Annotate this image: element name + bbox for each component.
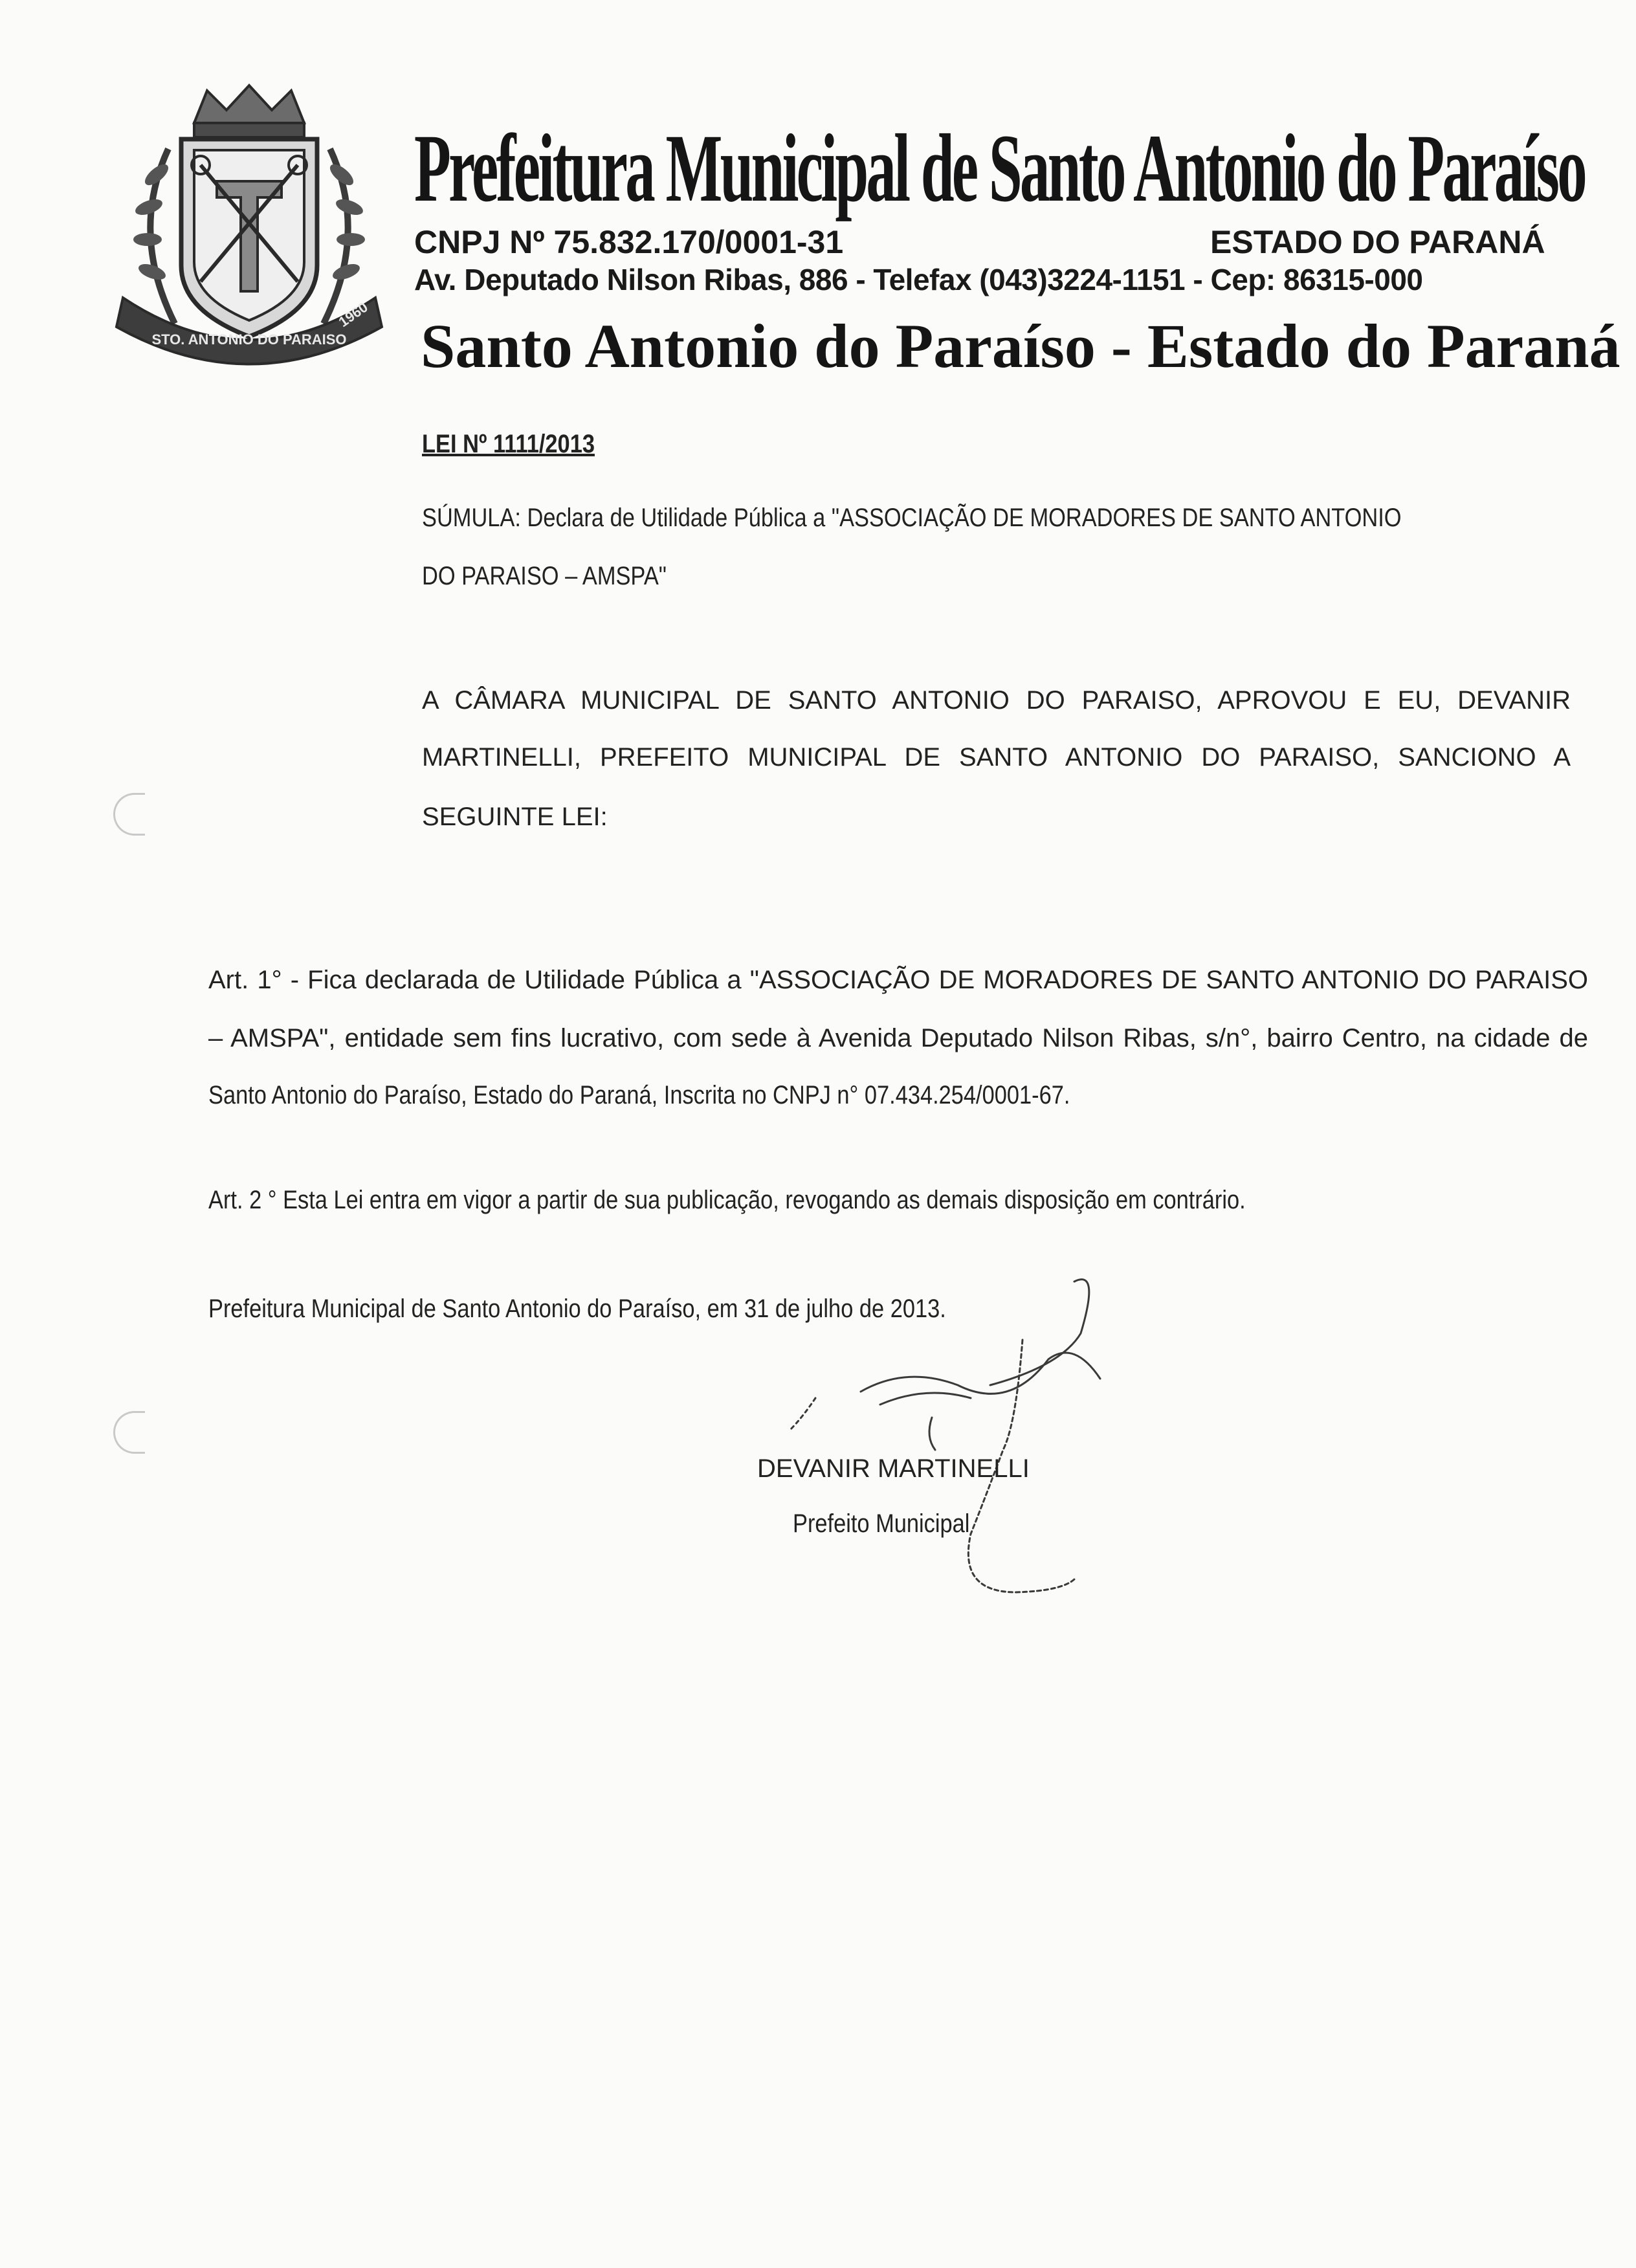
closing-date-line: Prefeitura Municipal de Santo Antonio do Paraíso, em 31 de julho de 2013. (208, 1295, 946, 1323)
enactment-line: A CÂMARA MUNICIPAL DE SANTO ANTONIO DO PARAISO, APROVOU E EU, DEVANIR (422, 686, 1571, 715)
article-1-line: – AMSPA", entidade sem fins lucrativo, com sede à Avenida Deputado Nilson Ribas, s/n°, bairro Centro, na cidade de (208, 1024, 1588, 1052)
article-1-line: Santo Antonio do Paraíso, Estado do Paraná, Inscrita no CNPJ n° 07.434.254/0001-67. (208, 1081, 1070, 1109)
address-line: Av. Deputado Nilson Ribas, 886 - Telefax (043)3224-1151 - Cep: 86315-000 (414, 263, 1423, 296)
enactment-line: SEGUINTE LEI: (422, 803, 608, 831)
punch-hole-mark (113, 793, 145, 836)
sumula-line: DO PARAISO – AMSPA" (422, 562, 667, 590)
svg-text:STO. ANTONIO DO PARAISO: STO. ANTONIO DO PARAISO (151, 331, 347, 348)
cnpj-number: CNPJ Nº 75.832.170/0001-31 (414, 224, 844, 260)
article-2: Art. 2 ° Esta Lei entra em vigor a partir de sua publicação, revogando as demais disposição em contrário. (208, 1186, 1246, 1214)
signatory-role: Prefeito Municipal (793, 1509, 970, 1538)
punch-hole-mark (113, 1411, 145, 1454)
handwritten-signature-icon (712, 1256, 1165, 1618)
municipality-subtitle: Santo Antonio do Paraíso - Estado do Paraná (421, 311, 1620, 381)
coat-of-arms-icon (97, 78, 401, 382)
law-number: LEI Nº 1111/2013 (422, 430, 595, 458)
signatory-name: DEVANIR MARTINELLI (757, 1454, 1030, 1483)
enactment-line: MARTINELLI, PREFEITO MUNICIPAL DE SANTO ANTONIO DO PARAISO, SANCIONO A (422, 743, 1571, 772)
article-1-line: Art. 1° - Fica declarada de Utilidade Pública a "ASSOCIAÇÃO DE MORADORES DE SANTO ANTONIO DO PARAISO (208, 966, 1588, 994)
state-label: ESTADO DO PARANÁ (1210, 224, 1545, 260)
sumula-line: SÚMULA: Declara de Utilidade Pública a "ASSOCIAÇÃO DE MORADORES DE SANTO ANTONIO (422, 504, 1402, 532)
municipality-title: Prefeitura Municipal de Santo Antonio do Paraíso (414, 115, 1585, 222)
svg-text:1960: 1960 (335, 298, 371, 331)
